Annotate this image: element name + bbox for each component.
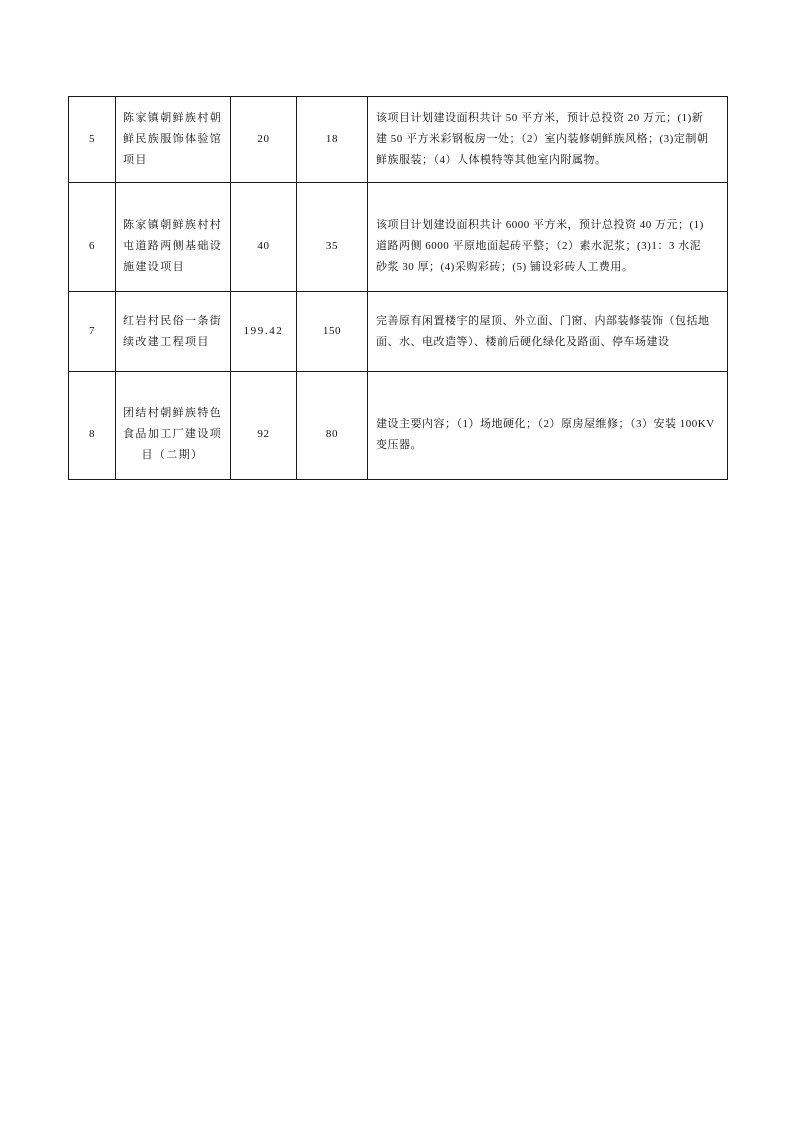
content-line: 完善原有闲置楼宇的屋顶、外立面、门窗、内部装修装饰（包括地: [376, 314, 710, 327]
value-cell-a: [231, 292, 297, 372]
table-row: [69, 292, 728, 372]
row-number: 7: [69, 292, 116, 372]
project-name-line: 续改建工程项目: [123, 335, 210, 348]
content-line: 建 50 平方米彩钢板房一处；（2）室内装修朝鲜族风格；(3)定制朝: [376, 133, 709, 145]
project-name: [116, 183, 231, 292]
content-cell: [368, 183, 728, 292]
content-cell: [368, 97, 728, 183]
project-name-line: 屯道路两侧基础设: [123, 239, 223, 252]
value-text: 199.42: [243, 325, 284, 337]
project-name-line: 陈家镇朝鲜族村村: [123, 218, 223, 231]
row-number: 6: [69, 183, 116, 292]
content-line: 道路两侧 6000 平原地面起砖平整；（2）素水泥浆；(3)1：3 水泥: [376, 239, 702, 252]
project-name-line: 鲜民族服饰体验馆: [123, 133, 223, 145]
project-name-line: 陈家镇朝鲜族村朝: [123, 112, 223, 124]
project-table: [68, 96, 728, 480]
value-cell-b: 35: [297, 183, 368, 292]
table-row: [69, 97, 728, 183]
project-name-line: 施建设项目: [123, 260, 185, 273]
value-cell-b: 18: [297, 97, 368, 183]
content-line: 砂浆 30 厚；(4)采购彩砖；(5) 铺设彩砖人工费用。: [376, 260, 634, 273]
row-number: 8: [69, 372, 116, 480]
content-line: 该项目计划建设面积共计 6000 平方米，预计总投资 40 万元；(1): [376, 218, 704, 231]
project-name-line: 团结村朝鲜族特色: [123, 407, 223, 419]
content-line: 变压器。: [376, 438, 422, 451]
value-cell-a: 40: [231, 183, 297, 292]
content-line: 鲜族服装；（4）人体模特等其他室内附属物。: [376, 154, 607, 166]
table-row: [69, 183, 728, 292]
project-name: [116, 292, 231, 372]
row-number: 5: [69, 97, 116, 183]
value-cell-b: 80: [297, 372, 368, 480]
content-line: 该项目计划建设面积共计 50 平方米，预计总投资 20 万元；(1)新: [376, 112, 704, 124]
project-name-line: 目（二期）: [141, 449, 204, 461]
content-cell: [368, 292, 728, 372]
content-line: 面、水、电改造等）、楼前后硬化绿化及路面、停车场建设: [376, 335, 670, 348]
value-cell-a: 20: [231, 97, 297, 183]
content-line: 建设主要内容；（1）场地硬化；（2）原房屋维修；（3）安装 100KV: [376, 417, 715, 430]
project-name: [116, 97, 231, 183]
project-name-line: 红岩村民俗一条街: [123, 314, 223, 327]
project-name-line: 食品加工厂建设项: [123, 428, 223, 440]
content-cell: [368, 372, 728, 480]
value-cell-b: 150: [297, 292, 368, 372]
table-row: [69, 372, 728, 480]
project-name-line: 项目: [123, 154, 148, 166]
value-cell-a: 92: [231, 372, 297, 480]
project-name: [116, 372, 231, 480]
